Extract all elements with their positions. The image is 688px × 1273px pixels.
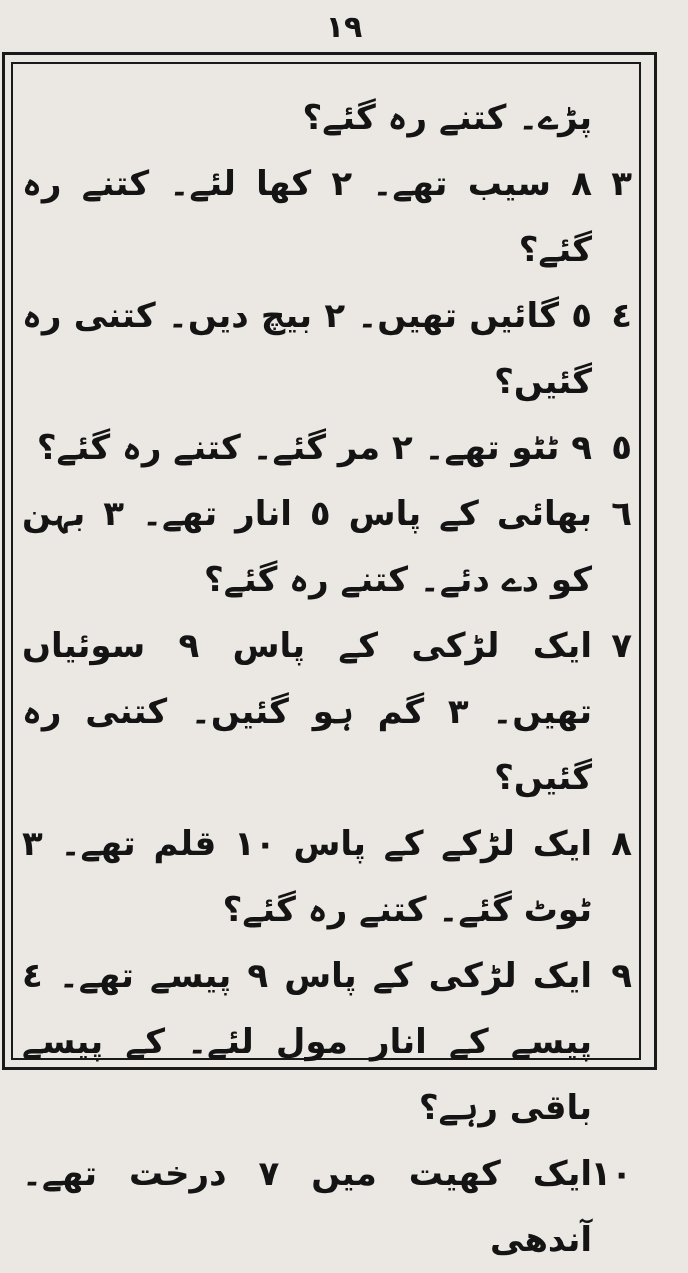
problem-3	[22, 151, 632, 283]
problem-number: ٤	[611, 296, 632, 336]
problem-text: ٥ گائیں تھیں۔ ٢ بیچ دیں۔ کتنی رہ گئیں؟	[22, 296, 593, 402]
problem-text: ٩ ٹٹو تھے۔ ٢ مر گئے۔ کتنے رہ گئے؟	[36, 428, 592, 468]
problem-number: ٦	[611, 494, 632, 534]
problem-continuation	[22, 85, 632, 151]
problem-number: ٥	[611, 428, 632, 468]
problem-6	[22, 481, 632, 613]
problem-text: ایک لڑکی کے پاس ٩ سوئیاں تھیں۔ ٣ گم ہو گئیں۔ کتنی رہ گئیں؟	[22, 626, 592, 798]
problem-9	[22, 943, 632, 1141]
problem-number: ٨	[611, 824, 632, 864]
problem-text: ٨ سیب تھے۔ ٢ کھا لئے۔ کتنے رہ گئے؟	[22, 164, 593, 270]
problem-text: بھائی کے پاس ٥ انار تھے۔ ٣ بہن کو دے دئے۔ کتنے رہ گئے؟	[22, 494, 592, 600]
problem-text: پڑے۔ کتنے رہ گئے؟	[302, 98, 592, 138]
problem-8	[22, 811, 632, 943]
problem-4	[22, 283, 632, 415]
problem-text: ایک کھیت میں ٧ درخت تھے۔ آندھی	[22, 1154, 592, 1260]
problem-text: ایک لڑکے کے پاس ١٠ قلم تھے۔ ٣ ٹوٹ گئے۔ کتنے رہ گئے؟	[22, 824, 592, 930]
problem-text: ایک لڑکی کے پاس ٩ پیسے تھے۔ ٤ پیسے کے انار مول لئے۔ کے پیسے باقی رہے؟	[22, 956, 592, 1128]
problem-7	[22, 613, 632, 811]
problem-number: ٩	[611, 956, 632, 996]
problem-number: ٣	[611, 164, 632, 204]
problem-5	[22, 415, 632, 481]
problem-10	[22, 1141, 632, 1273]
problem-number: ١٠	[590, 1154, 632, 1194]
page-number: ١٩	[325, 10, 363, 45]
problem-number: ٧	[611, 626, 632, 666]
problem-list	[22, 85, 632, 1273]
